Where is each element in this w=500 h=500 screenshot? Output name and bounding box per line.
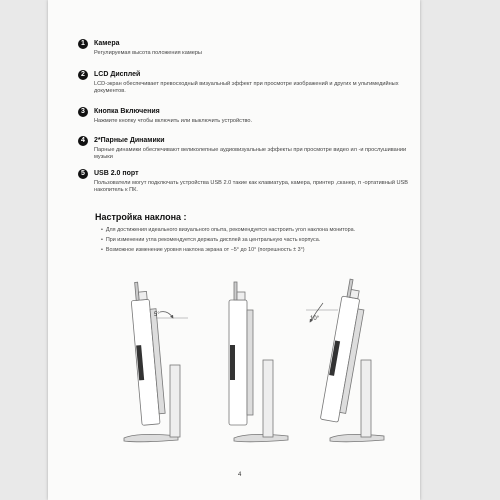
- page-number: 4: [238, 472, 242, 478]
- monitor-upright-illustration: [229, 282, 288, 442]
- feature-description: Парные динамики обеспечивают великолепные аудиовизуальные эффекты при просмотре видео ил -и прослушивании музыки: [94, 147, 407, 161]
- number-badge: 3: [78, 107, 88, 117]
- feature-description: Пользователи могут подключать устройства USB 2.0 такие как клавиатура, камера, принтер ,сканер, п -ортативный USB накопитель к ПК.: [94, 180, 409, 194]
- monitor-tilt-forward-illustration: [306, 278, 384, 442]
- feature-title: 2*Парные Динамики: [94, 137, 165, 144]
- number-badge: 2: [78, 70, 88, 80]
- number-badge: 1: [78, 39, 88, 49]
- tilt-illustrations: [48, 0, 420, 500]
- feature-title: LCD Дисплей: [94, 71, 141, 78]
- number-badge: 5: [78, 169, 88, 179]
- manual-page: [48, 0, 420, 500]
- feature-title: Камера: [94, 40, 120, 47]
- tilt-section-title: Настройка наклона :: [95, 212, 187, 222]
- tilt-bullet: • При изменении угла рекомендуется держать дисплей за центральную часть корпуса.: [101, 235, 355, 245]
- feature-description: Нажмите кнопку чтобы включить или выключить устройство.: [94, 118, 253, 124]
- number-badge: 4: [78, 136, 88, 146]
- feature-description: Регулируемая высота положения камеры: [94, 50, 202, 56]
- feature-title: USB 2.0 порт: [94, 170, 139, 177]
- tilt-bullet: • Для достижения идеального визуального опыта, рекомендуется настроить угол наклона монитора.: [101, 225, 355, 235]
- angle-label-10: 10°: [310, 316, 320, 322]
- monitor-tilt-back-illustration: [124, 281, 188, 442]
- tilt-bullet: • Возможное изменение уровня наклона экрана от −5° до 10° (погрешность ± 3°): [101, 245, 355, 255]
- feature-description: LCD-экран обеспечивает превосходный визуальный эффект при просмотре изображений и других м ультимедийных документов.: [94, 81, 399, 95]
- angle-label-5: 5°: [154, 312, 160, 318]
- feature-title: Кнопка Включения: [94, 108, 160, 115]
